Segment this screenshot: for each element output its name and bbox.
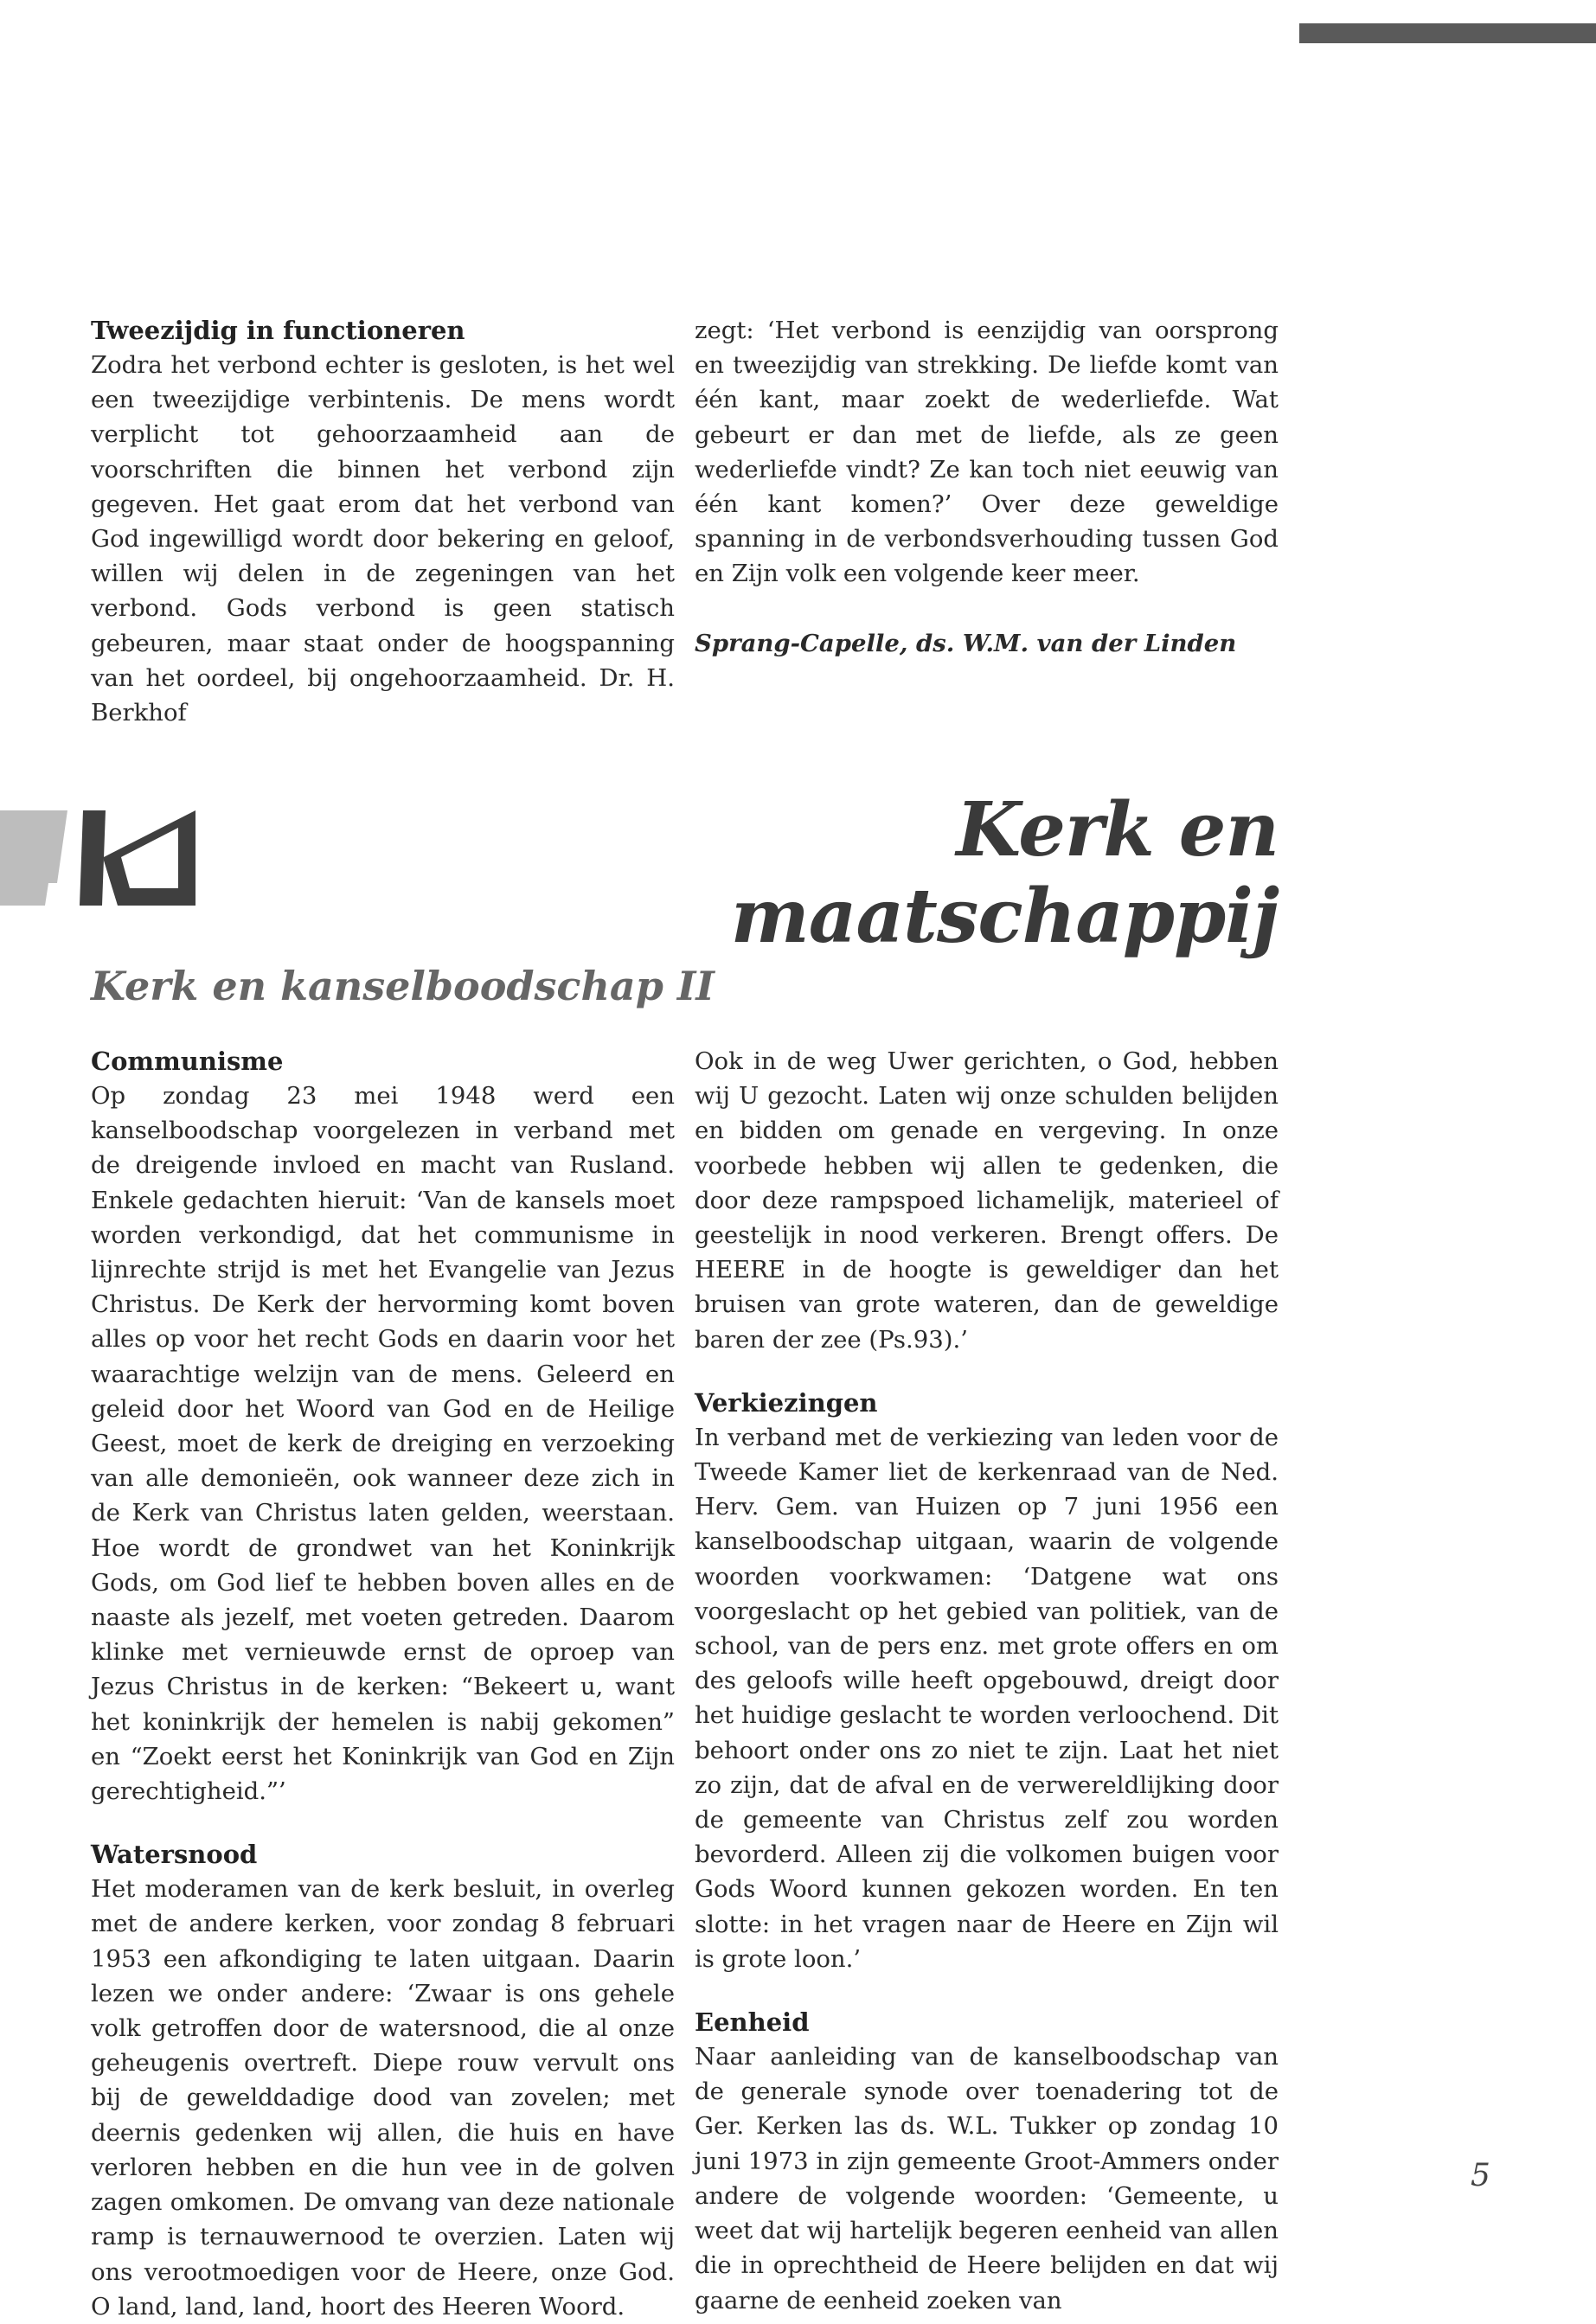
top-article-signature: Sprang-Capelle, ds. W.M. van der Linden bbox=[695, 629, 1237, 657]
verkiezingen-heading: Verkiezingen bbox=[695, 1387, 878, 1418]
eenheid-heading: Eenheid bbox=[695, 2007, 810, 2038]
top-article-heading: Tweezijdig in functioneren bbox=[91, 316, 465, 345]
main-left-column bbox=[91, 1044, 675, 2324]
section-k-logo-icon bbox=[0, 809, 199, 906]
top-article-left bbox=[91, 313, 675, 730]
watersnood-text: Het moderamen van de kerk besluit, in overleg met de andere kerken, voor zondag 8 februari 1953 een afkondiging te laten uitgaan. Daarin lezen we onder andere: ‘Zwaar is ons gehele volk getroffen door de watersnood, die al onze geheugenis overtreft. Diepe rouw vervult ons bij de gewelddadige dood van zovelen; met deernis gedenken wij allen, die huis en have verloren hebben en die hun vee in de golven zagen omkomen. De omvang van deze nationale ramp is ternauwernood te overzien. Laten wij ons verootmoedigen voor de Heere, onze God. O land, land, land, hoort des Heeren Woord. bbox=[91, 1875, 675, 2321]
eenheid-text: Naar aanleiding van de kanselboodschap van de generale synode over toenadering tot de Ger. Kerken las ds. W.L. Tukker op zondag 10 juni 1973 in zijn gemeente Groot-Ammers onder andere de volgende woorden: ‘Gemeente, u weet dat wij hartelijk begeren eenheid van allen die in oprechtheid de Heere belijden en dat wij gaarne de eenheid zoeken van bbox=[695, 2043, 1279, 2314]
section-subtitle: Kerk en kanselboodschap II bbox=[91, 963, 715, 1009]
page-number: 5 bbox=[1471, 2158, 1490, 2193]
top-article-right bbox=[695, 313, 1279, 661]
watersnood-continued: Ook in de weg Uwer gerichten, o God, hebben wij U gezocht. Laten wij onze schulden belijden en bidden om genade en vergeving. In onze voorbede hebben wij allen te gedenken, die door deze rampspoed lichamelijk, materieel of geestelijk in nood verkeren. Brengt offers. De HEERE in de hoogte is geweldiger dan het bruisen van grote wateren, dan de geweldige baren der zee (Ps.93).’ bbox=[695, 1047, 1279, 1354]
communisme-heading: Communisme bbox=[91, 1047, 284, 1076]
verkiezingen-text: In verband met de verkiezing van leden voor de Tweede Kamer liet de kerkenraad van de Ned. Herv. Gem. van Huizen op 7 juni 1956 een kanselboodschap uitgaan, waarin de volgende woorden voorkwamen: ‘Datgene wat ons voorgeslacht op het gebied van politiek, van de school, van de pers enz. met grote offers en om des geloofs wille heeft opgebouwd, dreigt door het huidige geslacht te worden verloochend. Dit behoort onder ons zo niet te zijn. Laat het niet zo zijn, dat de afval en de verwereldlijking door de gemeente van Christus zelf zou worden bevorderd. Alleen zij die volkomen buigen voor Gods Woord kunnen gekozen worden. En ten slotte: in het vragen naar de Heere en Zijn wil is grote loon.’ bbox=[695, 1423, 1279, 1973]
watersnood-heading: Watersnood bbox=[91, 1840, 258, 1870]
section-title: Kerk en maatschappij bbox=[730, 786, 1279, 960]
top-article-paragraph-2: zegt: ‘Het verbond is eenzijdig van oorsprong en tweezijdig van strekking. De liefde komt van één kant, maar zoekt de wederliefde. Wat gebeurt er dan met de liefde, als ze geen wederliefde vindt? Ze kan toch niet eeuwig van één kant komen?’ Over deze geweldige spanning in de verbondsverhouding tussen God en Zijn volk een volgende keer meer. bbox=[695, 317, 1279, 588]
main-right-column bbox=[695, 1044, 1279, 2318]
header-bar bbox=[1299, 23, 1596, 43]
top-article-paragraph-1: Zodra het verbond echter is gesloten, is het wel een tweezijdige verbintenis. De mens wordt verplicht tot gehoorzaamheid aan de voorschriften die binnen het verbond zijn gegeven. Het gaat erom dat het verbond van God ingewilligd wordt door bekering en geloof, willen wij delen in de zegeningen van het verbond. Gods verbond is geen statisch gebeuren, maar staat onder de hoogspanning van het oordeel, bij ongehoorzaamheid. Dr. H. Berkhof bbox=[91, 351, 675, 727]
communisme-text: Op zondag 23 mei 1948 werd een kanselboodschap voorgelezen in verband met de dreigende invloed en macht van Rusland. Enkele gedachten hieruit: ‘Van de kansels moet worden verkondigd, dat het communisme in lijnrechte strijd is met het Evangelie van Jezus Christus. De Kerk der hervorming komt boven alles op voor het recht Gods en daarin voor het waarachtige welzijn van de mens. Geleerd en geleid door het Woord van God en de Heilige Geest, moet de kerk de dreiging en verzoeking van alle demonieën, ook wanneer deze zich in de Kerk van Christus laten gelden, weerstaan. Hoe wordt de grondwet van het Koninkrijk Gods, om God lief te hebben boven alles en de naaste als jezelf, met voeten getreden. Daarom klinke met vernieuwde ernst de oproep van Jezus Christus in de kerken: “Bekeert u, want het koninkrijk der hemelen is nabij gekomen” en “Zoekt eerst het Koninkrijk van God en Zijn gerechtigheid.”’ bbox=[91, 1082, 675, 1806]
